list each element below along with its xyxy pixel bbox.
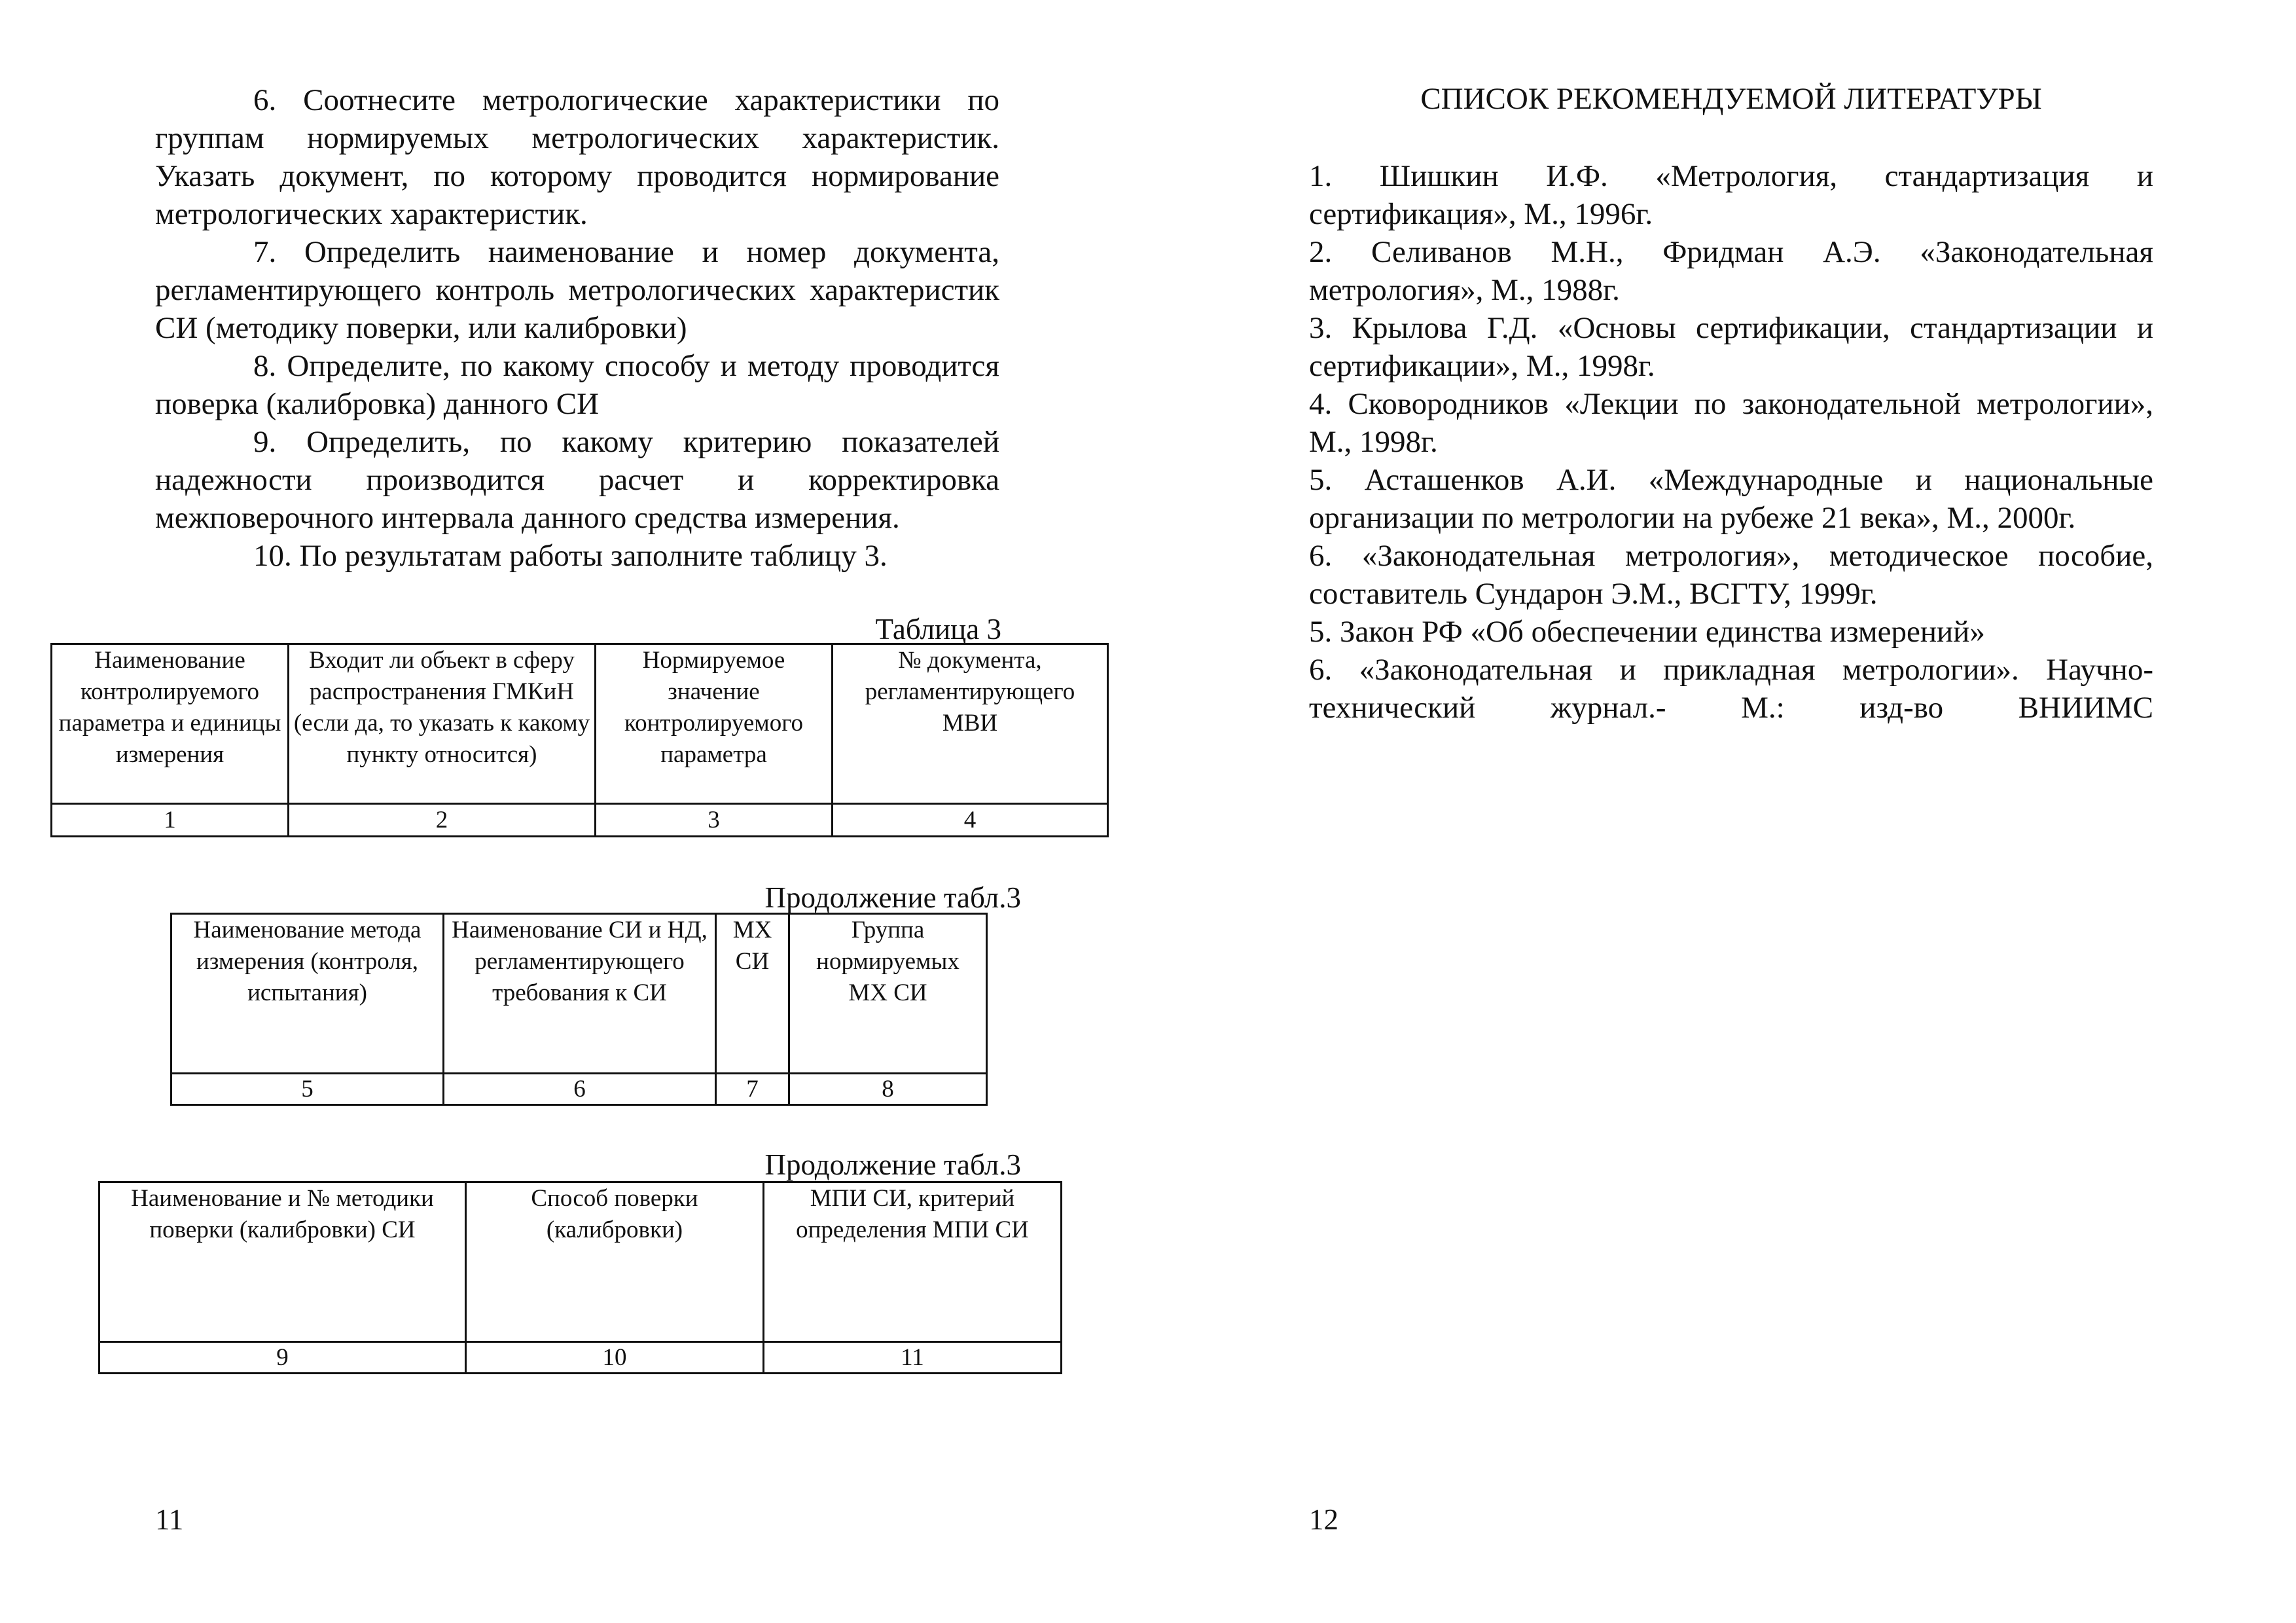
table1-header-mvi-doc: № документа, регламентирующего МВИ: [833, 644, 1108, 804]
table2-caption: Продолжение табл.3: [764, 881, 1021, 914]
reference-item: 6. «Законодательная метрология», методическое пособие, составитель Сундарон Э.М., ВСГТУ, 1999г.: [1309, 539, 2153, 611]
right-page: [1148, 0, 2296, 1623]
table1-col-number: 4: [833, 804, 1108, 837]
paragraph-item-8: 8. Определите, по какому способу и методу проводится поверка (калибровка) данного СИ: [155, 349, 999, 421]
table3-header-method-doc: Наименование и № методики поверки (калибровки) СИ: [99, 1182, 466, 1342]
table1-header-norm-value: Нормируемое значение контролируемого параметра: [596, 644, 833, 804]
table3-header-verify-way: Способ поверки (калибровки): [466, 1182, 764, 1342]
page-number: 11: [155, 1503, 184, 1536]
table-2: [170, 913, 988, 1106]
reference-item: 1. Шишкин И.Ф. «Метрология, стандартизация и сертификация», М., 1996г.: [1309, 159, 2153, 231]
paragraph-item-6: 6. Соотнесите метрологические характеристики по группам нормируемых метрологических характеристик. Указать документ, по которому проводится нормирование метрологических характеристик.: [155, 83, 999, 231]
table2-col-number: 7: [716, 1074, 789, 1105]
table3-col-number: 10: [466, 1342, 764, 1374]
table3-header-mpi: МПИ СИ, критерий определения МПИ СИ: [764, 1182, 1062, 1342]
paragraph-item-9: 9. Определить, по какому критерию показателей надежности производится расчет и корректировка межповерочного интервала данного средства измерения.: [155, 425, 999, 535]
table2-header-mx-group: Группа нормируемых МХ СИ: [789, 914, 987, 1074]
table-3: [98, 1181, 1062, 1374]
table1-header-gmkin: Входит ли объект в сферу распространения ГМКиН (если да, то указать к какому пункту относится): [289, 644, 596, 804]
table2-header-si-nd: Наименование СИ и НД, регламентирующего требования к СИ: [444, 914, 716, 1074]
table1-header-param: Наименование контролируемого параметра и единицы измерения: [52, 644, 289, 804]
reference-item: 6. «Законодательная и прикладная метрологии». Научно-технический журнал.- М.: изд-во ВНИИМС: [1309, 653, 2153, 725]
reference-item: 4. Сковородников «Лекции по законодательной метрологии», М., 1998г.: [1309, 387, 2153, 459]
reference-item: 2. Селиванов М.Н., Фридман А.Э. «Законодательная метрология», М., 1988г.: [1309, 235, 2153, 307]
table-1: [50, 643, 1109, 837]
reference-item: 3. Крылова Г.Д. «Основы сертификации, стандартизации и сертификации», М., 1998г.: [1309, 311, 2153, 383]
table3-col-number: 9: [99, 1342, 466, 1374]
table1-caption: Таблица 3: [875, 613, 1001, 646]
reference-item: 5. Асташенков А.И. «Международные и национальные организации по метрологии на рубеже 21 века», М., 2000г.: [1309, 463, 2153, 535]
table3-col-number: 11: [764, 1342, 1062, 1374]
table3-caption: Продолжение табл.3: [764, 1148, 1021, 1181]
reference-item: 5. Закон РФ «Об обеспечении единства измерений»: [1309, 615, 1985, 649]
table2-header-mx-si: МХ СИ: [716, 914, 789, 1074]
table1-col-number: 2: [289, 804, 596, 837]
table2-col-number: 8: [789, 1074, 987, 1105]
table2-col-number: 5: [171, 1074, 444, 1105]
literature-heading: СПИСОК РЕКОМЕНДУЕМОЙ ЛИТЕРАТУРЫ: [1420, 82, 2042, 116]
table1-col-number: 3: [596, 804, 833, 837]
paragraph-item-7: 7. Определить наименование и номер документа, регламентирующего контроль метрологических характеристик СИ (методику поверки, или калибровки): [155, 235, 999, 345]
table1-col-number: 1: [52, 804, 289, 837]
table2-col-number: 6: [444, 1074, 716, 1105]
table2-header-method: Наименование метода измерения (контроля, испытания): [171, 914, 444, 1074]
page-number: 12: [1309, 1503, 1338, 1536]
paragraph-item-10: 10. По результатам работы заполните таблицу 3.: [253, 539, 888, 573]
